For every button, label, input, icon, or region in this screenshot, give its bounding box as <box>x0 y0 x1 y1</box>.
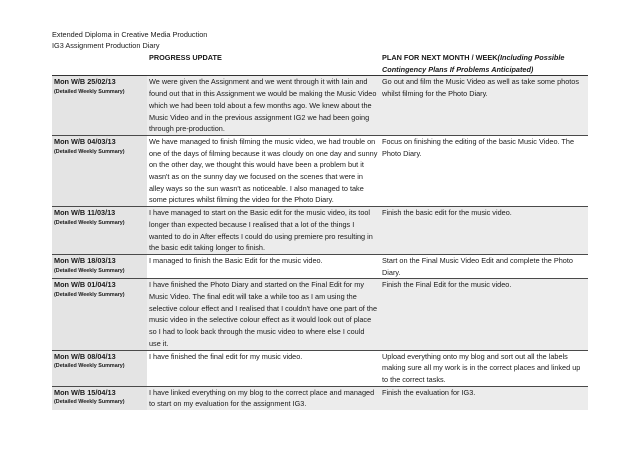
week-summary-label: (Detailed Weekly Summary) <box>54 292 125 299</box>
week-cell <box>52 76 147 136</box>
plan-cell: Upload everything onto my blog and sort out all the labels making sure all my work is in the correct places and linked up to the correct tasks. <box>380 350 588 386</box>
week-cell <box>52 254 147 278</box>
plan-cell: Finish the basic edit for the music video. <box>380 207 588 255</box>
progress-cell: I managed to finish the Basic Edit for the music video. <box>147 254 380 278</box>
table-header-row <box>52 52 588 76</box>
table-row <box>52 207 588 255</box>
week-summary-label: (Detailed Weekly Summary) <box>54 219 125 226</box>
week-summary-label: (Detailed Weekly Summary) <box>54 148 125 155</box>
week-date: Mon W/B 15/04/13 <box>54 387 116 397</box>
plan-column-header <box>380 52 588 76</box>
plan-cell: Start on the Final Music Video Edit and complete the Photo Diary. <box>380 254 588 278</box>
table-row <box>52 386 588 410</box>
plan-cell: Finish the evaluation for IG3. <box>380 386 588 410</box>
table-row <box>52 76 588 136</box>
table-row <box>52 254 588 278</box>
week-date: Mon W/B 01/04/13 <box>54 280 116 290</box>
diary-title: IG3 Assignment Production Diary <box>52 41 160 51</box>
week-summary-label: (Detailed Weekly Summary) <box>54 267 125 274</box>
week-summary-label: (Detailed Weekly Summary) <box>54 363 125 370</box>
plan-cell: Go out and film the Music Video as well as take some photos whilst filming for the Photo Diary. <box>380 76 588 136</box>
week-cell <box>52 350 147 386</box>
week-cell <box>52 135 147 206</box>
week-summary-label: (Detailed Weekly Summary) <box>54 399 125 406</box>
progress-cell: I have linked everything on my blog to the correct place and managed to start on my evaluation for the assignment IG3. <box>147 386 380 410</box>
table-row <box>52 279 588 350</box>
week-date: Mon W/B 04/03/13 <box>54 136 116 146</box>
table-row <box>52 135 588 206</box>
progress-cell: I have managed to start on the Basic edit for the music video, its tool longer than expected because I realised that a lot of the things I wanted to do in After effects I could do using premiere pro resulting in the basic edit taking longer to finish. <box>147 207 380 255</box>
plan-cell: Finish the Final Edit for the music video. <box>380 279 588 350</box>
week-cell <box>52 207 147 255</box>
progress-cell: We were given the Assignment and we went through it with Iain and found out that in this Assignment we would be making the Music Video which we had been told about a few months ago. We knew about the Music Video and in the previous assignment IG2 we had been going through pre-production. <box>147 76 380 136</box>
plan-header-bold: PLAN FOR NEXT MONTH / WEEK <box>382 53 498 62</box>
week-column-header <box>52 52 147 76</box>
document-header <box>52 29 207 52</box>
week-summary-label: (Detailed Weekly Summary) <box>54 89 125 96</box>
week-date: Mon W/B 25/02/13 <box>54 77 116 87</box>
progress-column-header: PROGRESS UPDATE <box>149 53 222 62</box>
week-date: Mon W/B 18/03/13 <box>54 255 116 265</box>
production-diary-table <box>52 52 588 410</box>
week-date: Mon W/B 11/03/13 <box>54 208 116 218</box>
week-cell <box>52 386 147 410</box>
plan-header-italic: (Including Possible Contingency Plans If Problems Anticipated) <box>382 53 565 74</box>
progress-cell: I have finished the final edit for my music video. <box>147 350 380 386</box>
progress-cell: I have finished the Photo Diary and started on the Final Edit for my Music Video. The final edit will take a while too as I am using the selective colour effect and I realised that I couldn't have one part of the music video in the selective colour effect as it would look out of place so I had to look back through the music video to where else I could use it. <box>147 279 380 350</box>
course-title: Extended Diploma in Creative Media Production <box>52 30 208 39</box>
table-row <box>52 350 588 386</box>
plan-cell: Focus on finishing the editing of the basic Music Video. The Photo Diary. <box>380 135 588 206</box>
week-cell <box>52 279 147 350</box>
progress-cell: We have managed to finish filming the music video, we had trouble on one of the days of filming because it was cloudy on one day and sunny on the other day, we thought this would have been a problem but it wasn't as on the sunny day we focused on the scenes that were in alley ways so the sun wasn't as noticeable. I also managed to take some pictures whilst filming the video for the Photo Diary. <box>147 135 380 206</box>
week-date: Mon W/B 08/04/13 <box>54 351 116 361</box>
